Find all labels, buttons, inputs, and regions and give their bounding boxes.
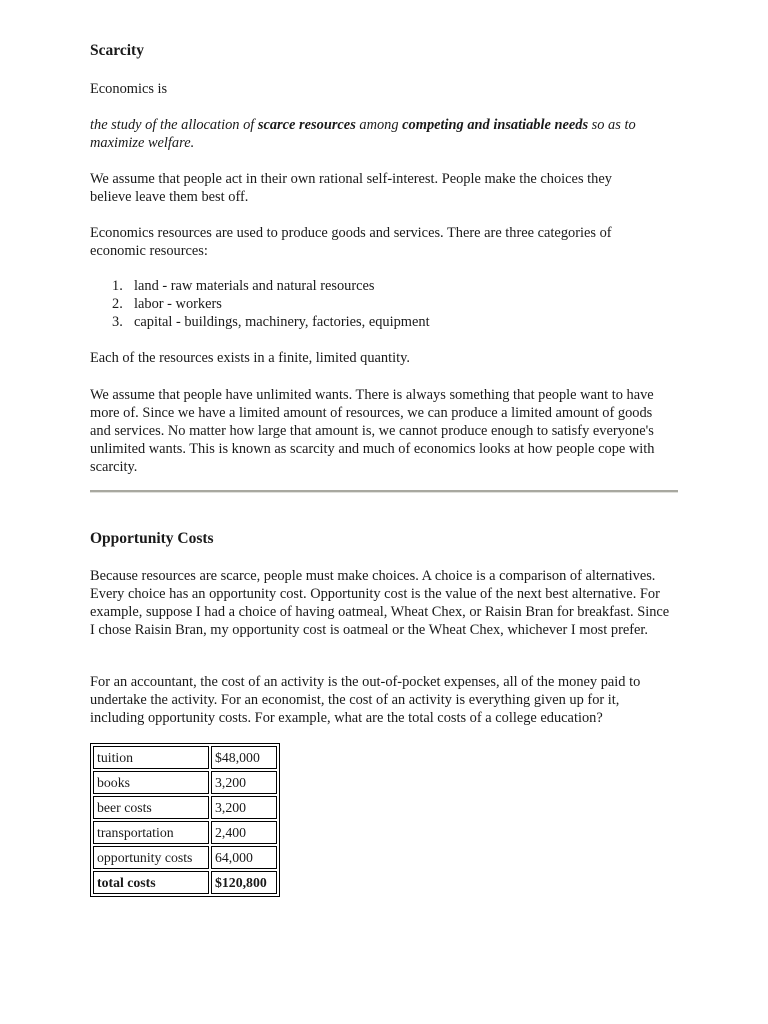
paragraph-self-interest: We assume that people act in their own rational self-interest. People make the choices they believe leave them best off. [90,171,612,205]
table-cell-item: tuition [93,746,209,769]
paragraph-finite: Each of the resources exists in a finite, limited quantity. [90,350,410,366]
definition-text-3: so as to maximize welfare. [90,117,636,151]
paragraph-unlimited-wants: We assume that people have unlimited wants. There is always something that people want to have more of. Since we have a limited amount of resources, we can produce a limited amount of goods and services. No matter how large that amount is, we cannot produce enough to satisfy everyone's unlimited wants. This is known as scarcity and much of economics looks at how people cope with scarcity. [90,387,655,475]
horizontal-rule [90,490,678,493]
table-cell-cost: 3,200 [211,796,277,819]
table-cell-item: beer costs [93,796,209,819]
table-cell-item: books [93,771,209,794]
definition-text-2: among [355,117,403,133]
college-costs-table [90,743,280,897]
table-row [93,796,277,819]
list-item [90,313,430,331]
list-number: 3. [112,314,123,330]
definition-bold-competing-needs: competing and insatiable needs [402,117,589,133]
list-item-text: capital - buildings, machinery, factories, equipment [134,314,430,330]
table-cell-item: opportunity costs [93,846,209,869]
section-title-scarcity: Scarcity [90,42,144,59]
table-row [93,771,277,794]
paragraph-economics-is: Economics is [90,81,168,97]
table-cell-item: total costs [93,871,209,894]
table-row [93,846,277,869]
section-title-opportunity-costs: Opportunity Costs [90,530,214,547]
list-item [90,295,430,313]
resource-list [90,277,430,331]
paragraph-resources-intro: Economics resources are used to produce goods and services. There are three categories of economic resources: [90,225,612,259]
definition-bold-scarce-resources: scarce resources [257,117,356,133]
table-cell-item: transportation [93,821,209,844]
table-row-total [93,871,277,894]
paragraph-choices: Because resources are scarce, people must make choices. A choice is a comparison of alternatives. Every choice has an opportunity cost. Opportunity cost is the value of the next best alternative. For example, suppose I had a choice of having oatmeal, Wheat Chex, or Raisin Bran for breakfast. Since I chose Raisin Bran, my opportunity cost is oatmeal or the Wheat Chex, whichever I most prefer. [90,568,670,638]
table-cell-cost: 64,000 [211,846,277,869]
paragraph-definition [90,116,675,152]
table-row [93,746,277,769]
table-cell-cost: $48,000 [211,746,277,769]
definition-text-1: the study of the allocation of [90,117,258,133]
table-cell-cost: 2,400 [211,821,277,844]
table-cell-cost: 3,200 [211,771,277,794]
list-number: 1. [112,278,123,294]
table-row [93,821,277,844]
list-number: 2. [112,296,123,312]
paragraph-accountant: For an accountant, the cost of an activity is the out-of-pocket expenses, all of the money paid to undertake the activity. For an economist, the cost of an activity is everything given up for it, including opportunity costs. For example, what are the total costs of a college education? [90,674,641,726]
list-item-text: land - raw materials and natural resources [134,278,375,294]
table-cell-cost: $120,800 [211,871,277,894]
list-item-text: labor - workers [134,296,222,312]
list-item [90,277,430,295]
